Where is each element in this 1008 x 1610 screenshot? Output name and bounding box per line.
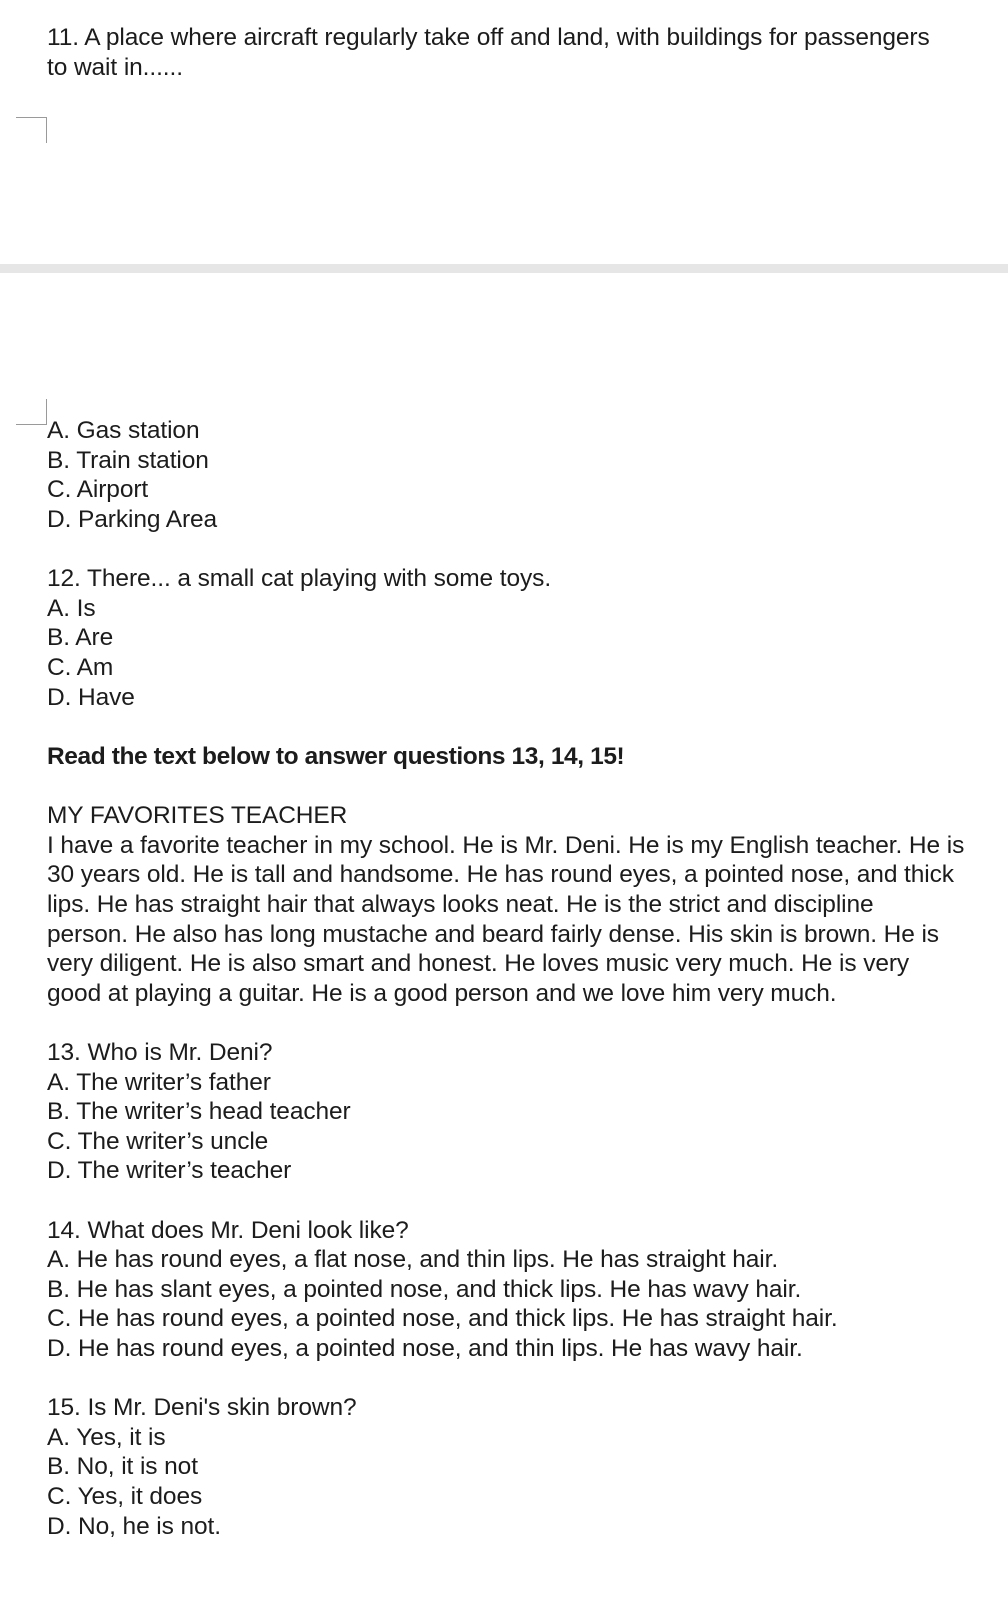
q14-option-d: D. He has round eyes, a pointed nose, and thin lips. He has wavy hair. [47,1335,803,1362]
q11-option-b: B. Train station [47,447,209,474]
q15-option-c: C. Yes, it does [47,1483,203,1510]
q15-option-d: D. No, he is not. [47,1513,221,1540]
q13-question: 13. Who is Mr. Deni? [47,1039,273,1066]
q12-option-b: B. Are [47,624,114,651]
q14-option-c: C. He has round eyes, a pointed nose, and thick lips. He has straight hair. [47,1305,838,1332]
reading-instruction: Read the text below to answer questions 13, 14, 15! [47,743,625,770]
q13-option-b: B. The writer’s head teacher [47,1098,351,1125]
q11-question-line-2: to wait in...... [47,54,183,81]
q14-question: 14. What does Mr. Deni look like? [47,1217,409,1244]
q13-option-d: D. The writer’s teacher [47,1157,292,1184]
q15-option-b: B. No, it is not [47,1453,198,1480]
q13-option-c: C. The writer’s uncle [47,1128,269,1155]
reading-title: MY FAVORITES TEACHER [47,802,348,829]
page-margin-corner-mark [16,399,47,425]
q11-option-a: A. Gas station [47,417,200,444]
q14-option-a: A. He has round eyes, a flat nose, and thin lips. He has straight hair. [47,1246,779,1273]
q12-question: 12. There... a small cat playing with some toys. [47,565,552,592]
reading-line-6: good at playing a guitar. He is a good person and we love him very much. [47,980,837,1007]
q11-option-d: D. Parking Area [47,506,218,533]
page-break-separator [0,264,1008,273]
q13-option-a: A. The writer’s father [47,1069,271,1096]
q15-option-a: A. Yes, it is [47,1424,166,1451]
reading-line-4: person. He also has long mustache and beard fairly dense. His skin is brown. He is [47,921,939,948]
q14-option-b: B. He has slant eyes, a pointed nose, and thick lips. He has wavy hair. [47,1276,802,1303]
q12-option-c: C. Am [47,654,114,681]
reading-line-2: 30 years old. He is tall and handsome. He has round eyes, a pointed nose, and thick [47,861,954,888]
q15-question: 15. Is Mr. Deni's skin brown? [47,1394,357,1421]
reading-line-3: lips. He has straight hair that always looks neat. He is the strict and discipline [47,891,874,918]
reading-line-1: I have a favorite teacher in my school. He is Mr. Deni. He is my English teacher. He is [47,832,965,859]
q11-question-line-1: 11. A place where aircraft regularly take off and land, with buildings for passengers [47,24,930,51]
page-margin-corner-mark [16,117,47,143]
q12-option-d: D. Have [47,684,135,711]
reading-line-5: very diligent. He is also smart and honest. He loves music very much. He is very [47,950,910,977]
q11-option-c: C. Airport [47,476,149,503]
q12-option-a: A. Is [47,595,96,622]
